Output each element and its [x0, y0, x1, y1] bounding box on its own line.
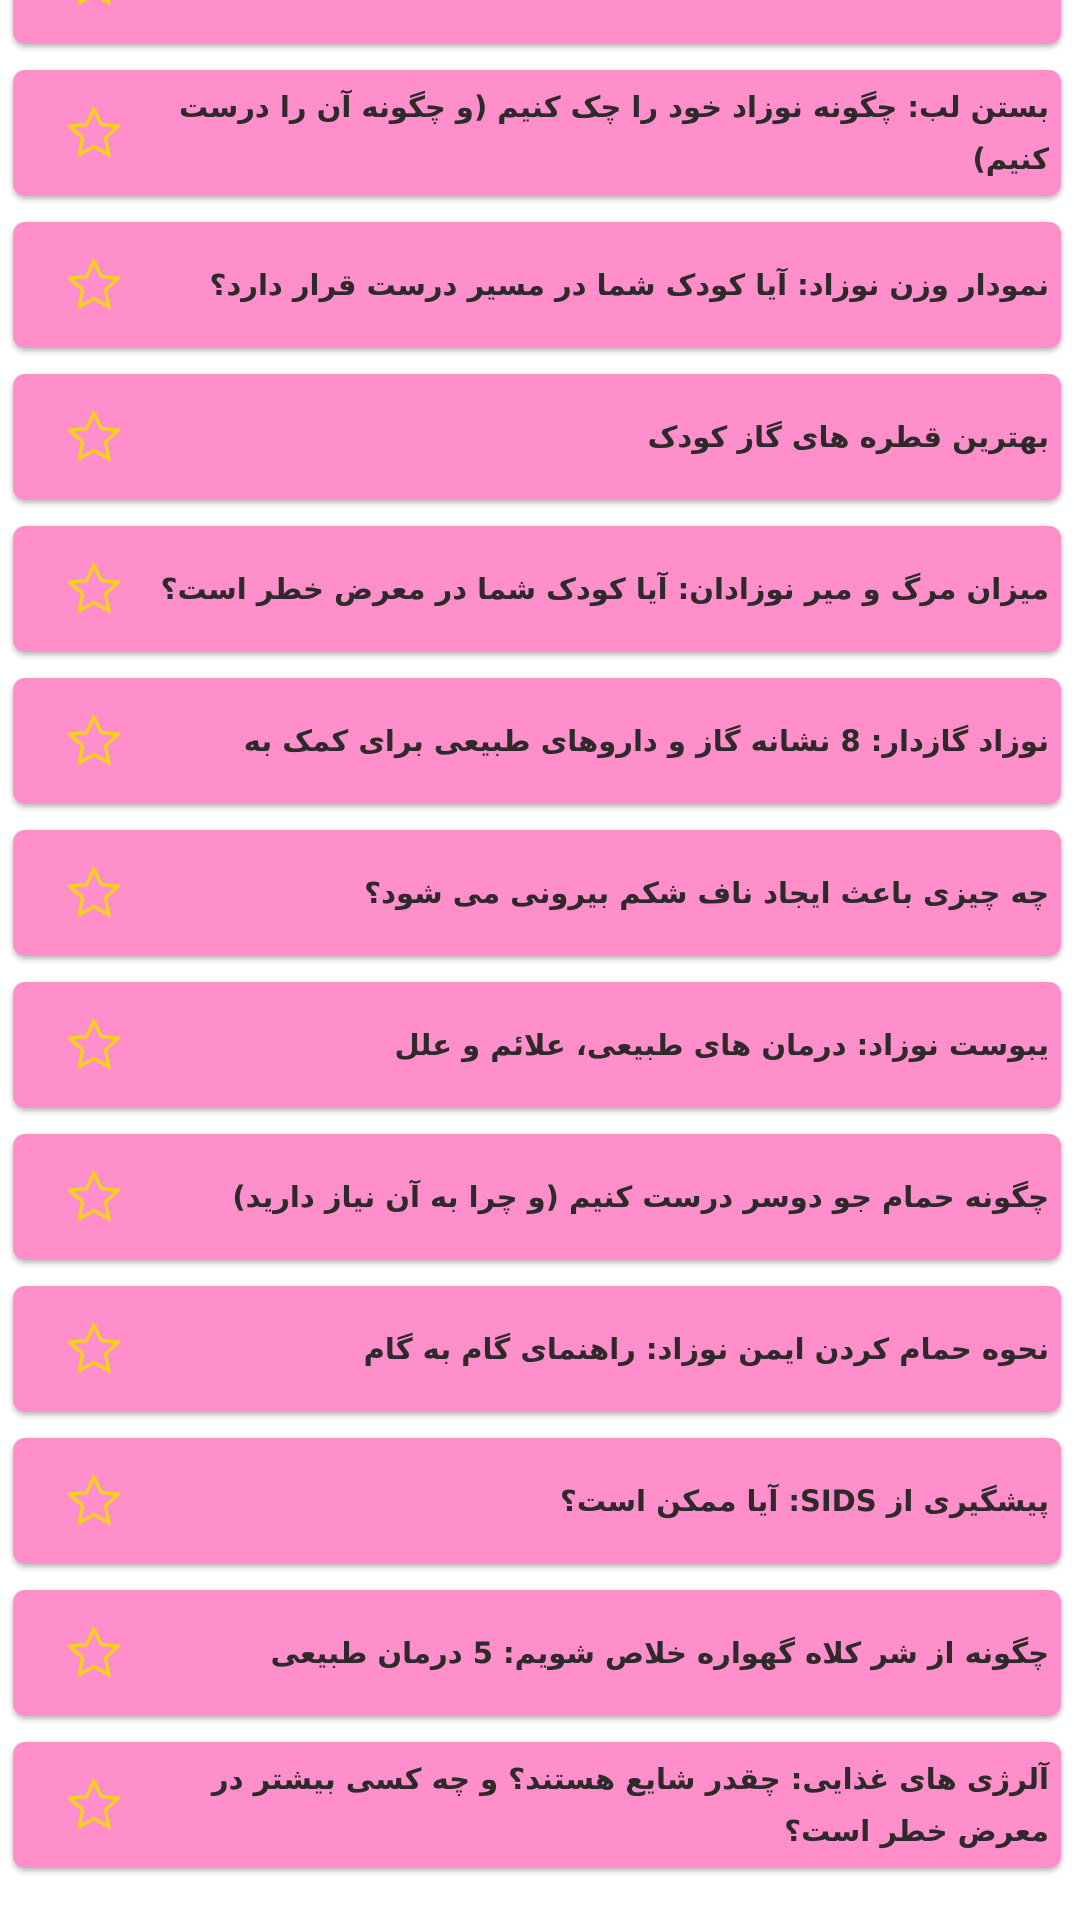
star-outline-icon[interactable] — [59, 554, 129, 624]
star-outline-icon[interactable] — [59, 1770, 129, 1840]
star-outline-icon[interactable] — [59, 1162, 129, 1232]
list-item[interactable] — [13, 1134, 1061, 1260]
list-item[interactable] — [13, 1742, 1061, 1868]
list-item[interactable] — [13, 0, 1061, 44]
list-item[interactable] — [13, 526, 1061, 652]
list-item[interactable] — [13, 374, 1061, 500]
item-title[interactable]: بهترین قطره های گاز کودک — [647, 420, 1049, 454]
list-item[interactable] — [13, 222, 1061, 348]
item-title[interactable]: آلرژی های غذایی: چقدر شایع هستند؟ و چه کسی بیشتر در معرض خطر است؟ — [211, 1762, 1049, 1848]
star-outline-icon[interactable] — [59, 98, 129, 168]
item-title[interactable]: یبوست نوزاد: درمان های طبیعی، علائم و علل — [394, 1028, 1049, 1062]
star-outline-icon[interactable] — [59, 858, 129, 928]
item-title[interactable]: چگونه از شر کلاه گهواره خلاص شویم: 5 درمان طبیعی — [270, 1636, 1049, 1670]
star-outline-icon[interactable] — [59, 1010, 129, 1080]
list-item[interactable] — [13, 1590, 1061, 1716]
star-outline-icon[interactable] — [59, 1314, 129, 1384]
list-item[interactable] — [13, 70, 1061, 196]
item-title[interactable] — [129, 0, 1061, 7]
star-outline-icon[interactable] — [59, 0, 129, 16]
item-title[interactable]: چه چیزی باعث ایجاد ناف شکم بیرونی می شود؟ — [364, 876, 1049, 910]
star-outline-icon[interactable] — [59, 1466, 129, 1536]
item-title[interactable]: بستن لب: چگونه نوزاد خود را چک کنیم (و چگونه آن را درست کنیم) — [179, 90, 1049, 176]
item-title[interactable]: نوزاد گازدار: 8 نشانه گاز و داروهای طبیعی برای کمک به — [243, 724, 1049, 758]
star-outline-icon[interactable] — [59, 706, 129, 776]
star-outline-icon[interactable] — [59, 402, 129, 472]
list-item[interactable] — [13, 830, 1061, 956]
list-item[interactable] — [13, 982, 1061, 1108]
star-outline-icon[interactable] — [59, 1618, 129, 1688]
list-item[interactable] — [13, 678, 1061, 804]
item-title[interactable]: میزان مرگ و میر نوزادان: آیا کودک شما در معرض خطر است؟ — [160, 572, 1049, 606]
list-item[interactable] — [13, 1438, 1061, 1564]
item-title[interactable]: پیشگیری از SIDS: آیا ممکن است؟ — [560, 1484, 1049, 1518]
item-title[interactable]: چگونه حمام جو دوسر درست کنیم (و چرا به آن نیاز دارید) — [232, 1180, 1049, 1214]
star-outline-icon[interactable] — [59, 250, 129, 320]
list-item[interactable] — [13, 1286, 1061, 1412]
item-title[interactable]: نمودار وزن نوزاد: آیا کودک شما در مسیر درست قرار دارد؟ — [209, 268, 1049, 302]
item-title[interactable]: نحوه حمام کردن ایمن نوزاد: راهنمای گام به گام — [363, 1332, 1049, 1366]
